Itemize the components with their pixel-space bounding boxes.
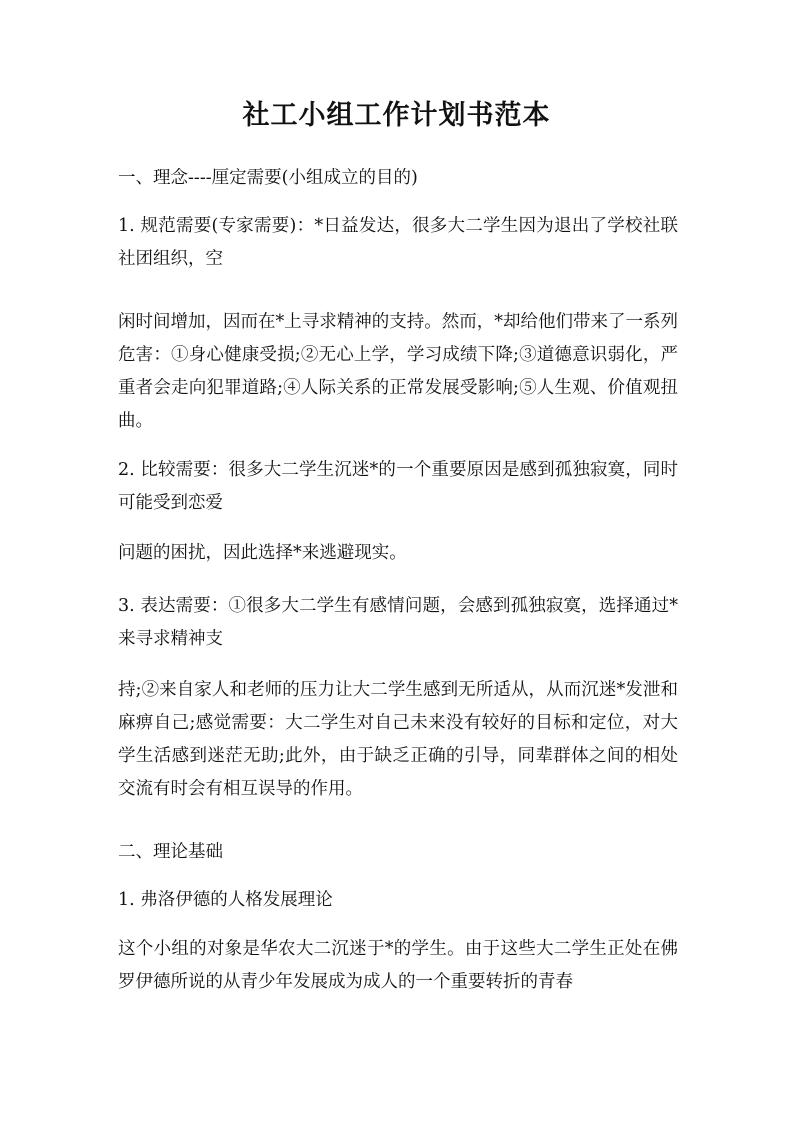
paragraph-expressed-need-continued: 持;②来自家人和老师的压力让大二学生感到无所适从，从而沉迷*发泄和麻痹自己;感觉需要：大二学生对自己未来没有较好的目标和定位，对大学生活感到迷茫无助;此外，由于缺乏正确的引导，同辈群体之间的相处交流有时会有相互误导的作用。 [118, 680, 678, 799]
paragraph-group-target: 这个小组的对象是华农大二沉迷于*的学生。由于这些大二学生正处在佛罗伊德所说的从青少年发展成为成人的一个重要转折的青春 [118, 939, 678, 992]
subheading-freud-theory: 1. 弗洛伊德的人格发展理论 [118, 890, 333, 910]
paragraph-expressed-need: 3. 表达需要：①很多大二学生有感情问题，会感到孤独寂寞，选择通过*来寻求精神支 [118, 596, 678, 649]
paragraph-normative-need-continued: 闲时间增加，因而在*上寻求精神的支持。然而，*却给他们带来了一系列危害：①身心健康受损;②无心上学，学习成绩下降;③道德意识弱化，严重者会走向犯罪道路;④人际关系的正常发展受影响;⑤人生观、价值观扭曲。 [118, 312, 678, 431]
paragraph-comparative-need-continued: 问题的困扰，因此选择*来逃避现实。 [118, 543, 407, 563]
paragraph-comparative-need: 2. 比较需要：很多大二学生沉迷*的一个重要原因是感到孤独寂寞，同时可能受到恋爱 [118, 460, 678, 513]
section-heading-concept: 一、理念----厘定需要(小组成立的目的) [118, 168, 418, 188]
document-title: 社工小组工作计划书范本 [242, 100, 551, 131]
paragraph-normative-need: 1. 规范需要(专家需要)：*日益发达，很多大二学生因为退出了学校社联社团组织，空 [118, 216, 678, 269]
section-heading-theory: 二、理论基础 [118, 842, 223, 862]
